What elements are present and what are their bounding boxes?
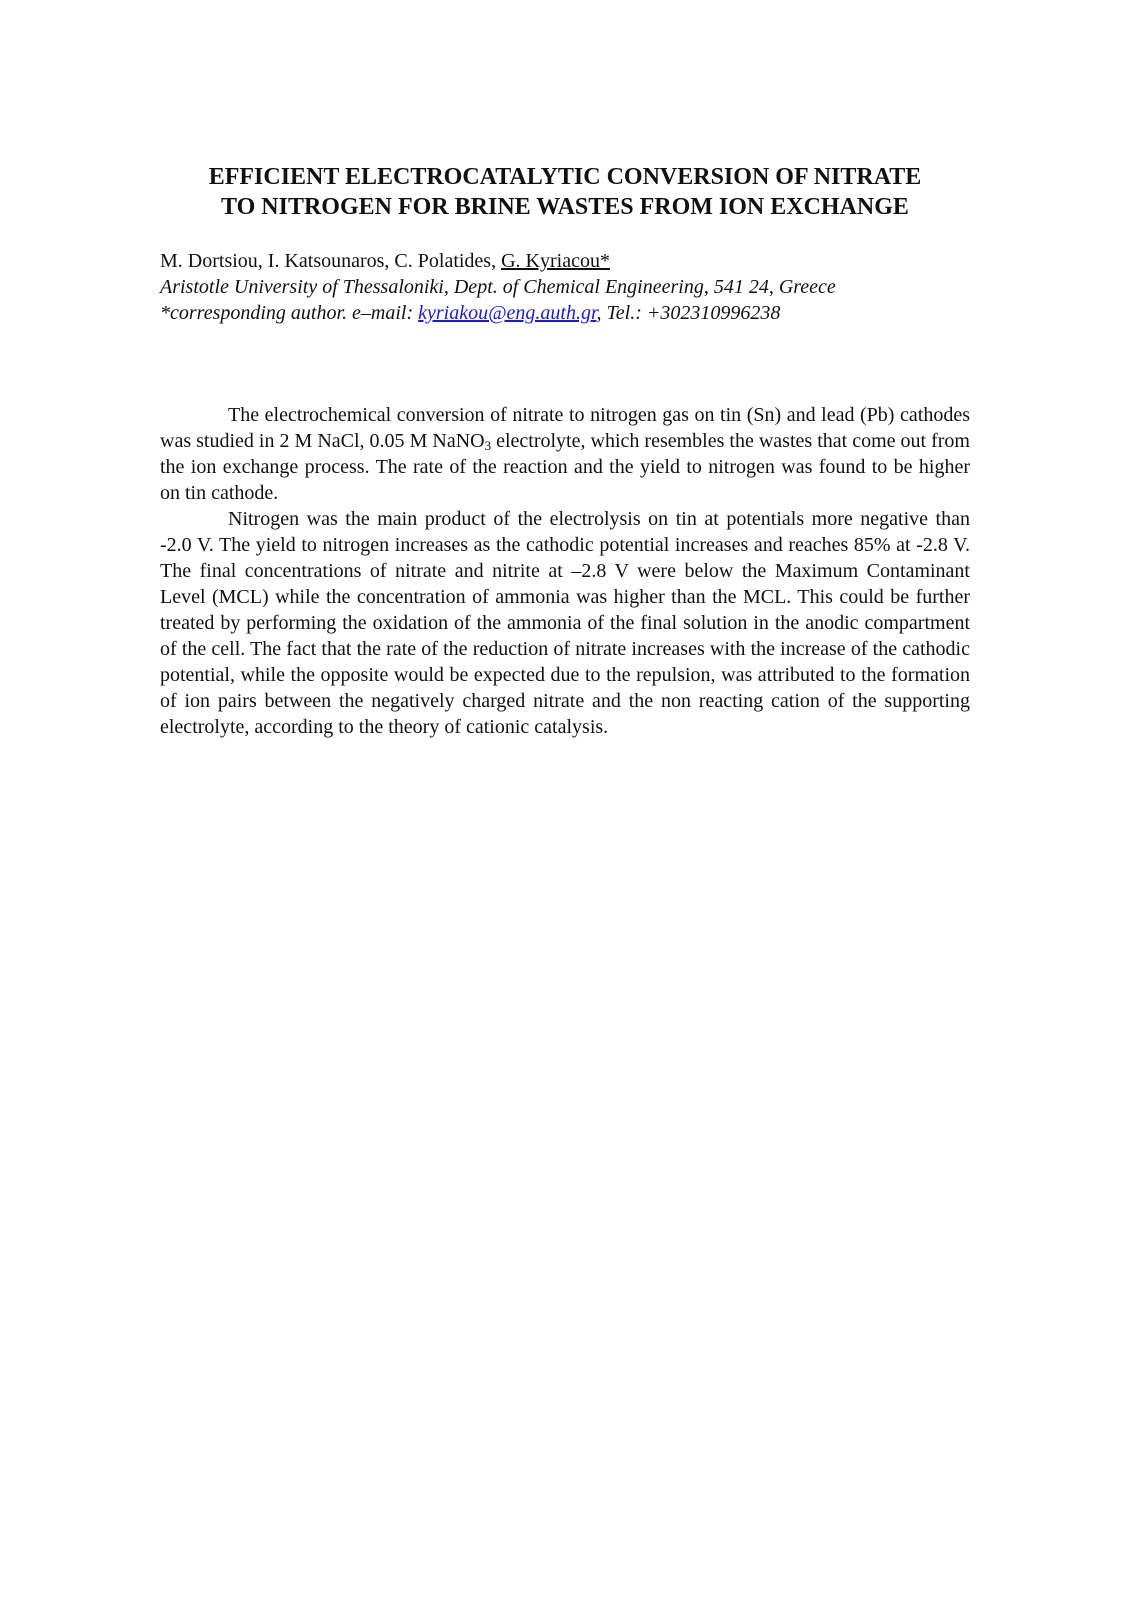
author-block: [160, 248, 970, 326]
correspondence-line: [160, 300, 970, 326]
affiliation: Aristotle University of Thessaloniki, Dept. of Chemical Engineering, 541 24, Greece: [160, 276, 836, 298]
telephone: , Tel.: +302310996238: [596, 302, 781, 324]
paper-page: [160, 0, 970, 1600]
email-link[interactable]: kyriakou@eng.auth.gr: [418, 302, 597, 324]
abstract-body: [160, 402, 970, 740]
correspondence-prefix: *corresponding author. e–mail:: [160, 302, 419, 324]
abstract-paragraph-1: [160, 402, 970, 506]
corresponding-author: G. Kyriacou*: [501, 250, 610, 272]
abstract-p1-part-a: The electrochemical conversion of nitrate to nitrogen gas on tin (Sn) and lead (Pb) cathodes was studied in 2 M NaCl, 0.05 M NaNO: [160, 404, 970, 452]
authors-plain: M. Dortsiou, I. Katsounaros, C. Polatides,: [160, 250, 502, 272]
abstract-paragraph-2: Nitrogen was the main product of the electrolysis on tin at potentials more negative than -2.0 V. The yield to nitrogen increases as the cathodic potential increases and reaches 85% at -2.8 V. The final concentrations of nitrate and nitrite at –2.8 V were below the Maximum Contaminant Level (MCL) while the concentration of ammonia was higher than the MCL. This could be further treated by performing the oxidation of the ammonia of the final solution in the anodic compartment of the cell. The fact that the rate of the reduction of nitrate increases with the increase of the cathodic potential, while the opposite would be expected due to the repulsion, was attributed to the formation of ion pairs between the negatively charged nitrate and the non reacting cation of the supporting electrolyte, according to the theory of cationic catalysis.: [160, 508, 970, 738]
abstract-p1-part-b: electrolyte, which resembles the wastes that come out from the ion exchange process. The rate of the reaction and the yield to nitrogen was found to be higher on tin cathode.: [160, 430, 970, 504]
subscript-3: 3: [484, 438, 492, 453]
paper-title: [160, 162, 970, 222]
title-line-1: EFFICIENT ELECTROCATALYTIC CONVERSION OF NITRATE: [208, 164, 922, 190]
author-list: [160, 248, 970, 274]
title-line-2: TO NITROGEN FOR BRINE WASTES FROM ION EXCHANGE: [221, 194, 909, 220]
